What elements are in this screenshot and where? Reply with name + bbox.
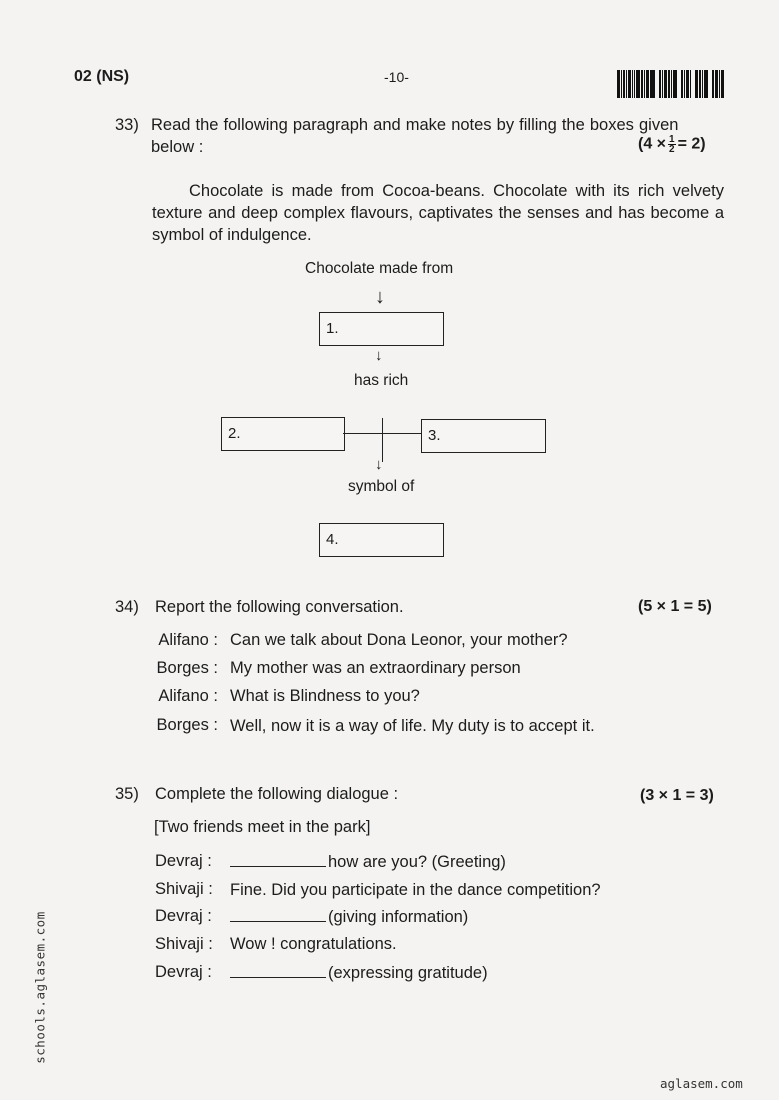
corner-watermark: aglasem.com bbox=[660, 1076, 743, 1091]
arrow-down-icon: ↓ bbox=[375, 456, 383, 473]
dialogue-line: Well, now it is a way of life. My duty is to accept it. bbox=[230, 717, 595, 735]
speaker: Borges : bbox=[156, 659, 218, 677]
speaker: Shivaji : bbox=[155, 880, 213, 898]
flow-label-has-rich: has rich bbox=[354, 372, 409, 389]
note-box-4[interactable]: 4. bbox=[319, 523, 444, 557]
dialogue-line: Fine. Did you participate in the dance competition? bbox=[230, 881, 601, 899]
speaker: Borges : bbox=[156, 716, 218, 734]
arrow-down-icon: ↓ bbox=[375, 286, 385, 308]
answer-blank[interactable] bbox=[230, 963, 326, 978]
q33-marks: (4 × $\frac{1}{2}$ = 2) bbox=[638, 134, 706, 155]
paper-code: 02 (NS) bbox=[74, 68, 130, 85]
dialogue-line: (giving information) bbox=[230, 907, 468, 927]
flow-label-made-from: Chocolate made from bbox=[305, 260, 454, 277]
q35-instruction: Complete the following dialogue : bbox=[155, 785, 399, 803]
dialogue-line: how are you? (Greeting) bbox=[230, 852, 506, 872]
dialogue-line: What is Blindness to you? bbox=[230, 687, 420, 705]
speaker: Devraj : bbox=[155, 852, 212, 870]
speaker: Alifano : bbox=[158, 631, 218, 649]
speaker: Alifano : bbox=[158, 687, 218, 705]
q33-paragraph: Chocolate is made from Cocoa-beans. Chocolate with its rich velvety texture and deep complex flavours, captivates the senses and has become a symbol of indulgence. bbox=[152, 182, 724, 244]
q34-marks: (5 × 1 = 5) bbox=[638, 598, 712, 615]
q35-number: 35) bbox=[115, 785, 139, 803]
dialogue-line: Wow ! congratulations. bbox=[230, 935, 397, 953]
q35-marks: (3 × 1 = 3) bbox=[640, 787, 714, 804]
fraction-half: $\frac{1}{2}$ bbox=[669, 134, 675, 155]
q35-context: [Two friends meet in the park] bbox=[154, 818, 371, 836]
note-box-3[interactable]: 3. bbox=[421, 419, 546, 453]
dialogue-line: (expressing gratitude) bbox=[230, 963, 488, 983]
dialogue-line: My mother was an extraordinary person bbox=[230, 659, 521, 677]
answer-blank[interactable] bbox=[230, 907, 326, 922]
speaker: Devraj : bbox=[155, 963, 212, 981]
note-box-2[interactable]: 2. bbox=[221, 417, 345, 451]
side-watermark: schools.aglasem.com bbox=[32, 911, 48, 1064]
flow-label-symbol-of: symbol of bbox=[348, 478, 415, 495]
speaker: Shivaji : bbox=[155, 935, 213, 953]
q34-number: 34) bbox=[115, 598, 139, 616]
q34-instruction: Report the following conversation. bbox=[155, 598, 404, 616]
speaker: Devraj : bbox=[155, 907, 212, 925]
arrow-down-icon: ↓ bbox=[375, 347, 383, 364]
q33-instruction: Read the following paragraph and make notes by filling the boxes given bbox=[151, 116, 679, 134]
answer-blank[interactable] bbox=[230, 852, 326, 867]
q33-number: 33) bbox=[115, 116, 139, 134]
dialogue-line: Can we talk about Dona Leonor, your mother? bbox=[230, 631, 568, 649]
barcode bbox=[617, 70, 725, 98]
note-box-1[interactable]: 1. bbox=[319, 312, 444, 346]
page-number: -10- bbox=[384, 69, 409, 85]
q33-instruction-cont: below : bbox=[151, 138, 204, 156]
